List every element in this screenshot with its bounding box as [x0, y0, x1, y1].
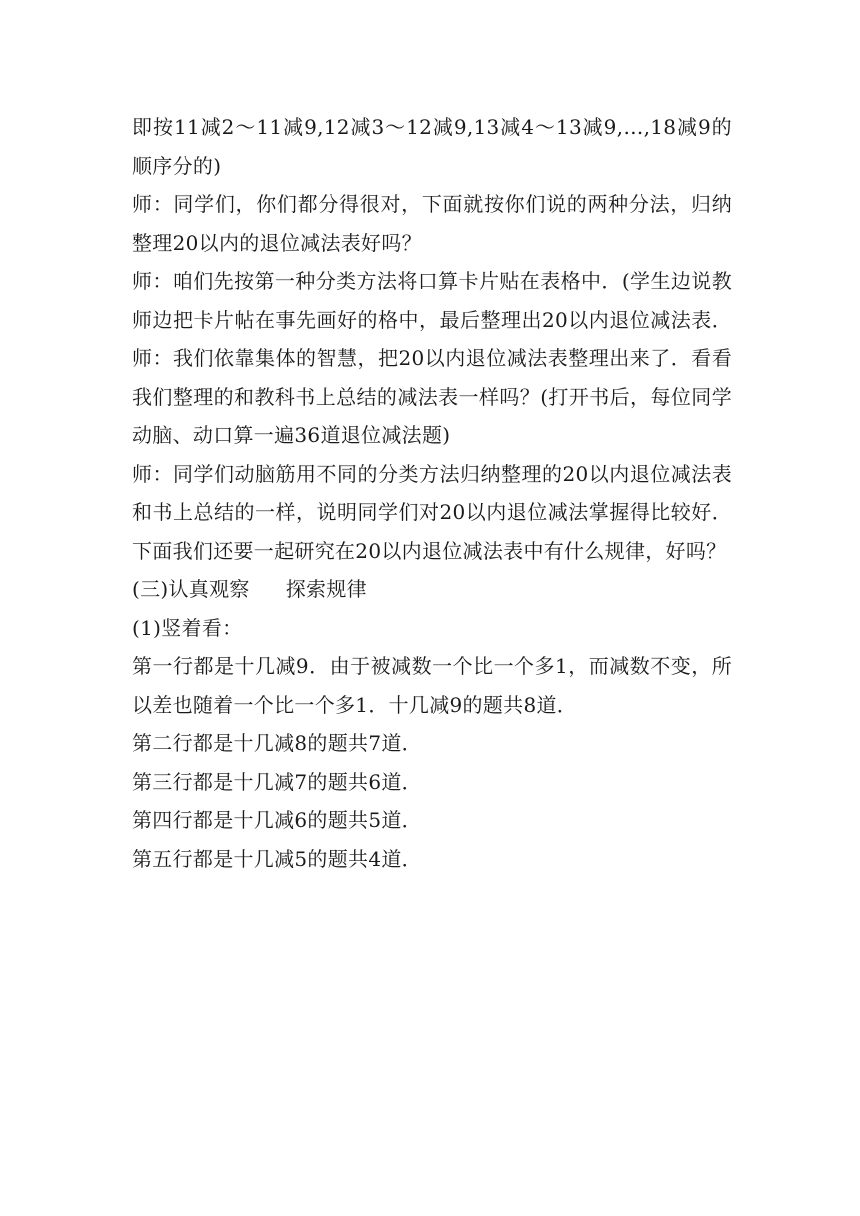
row-description-5: 第五行都是十几减5的题共4道．	[132, 846, 422, 871]
row-description-4: 第四行都是十几减6的题共5道．	[132, 808, 422, 832]
section-heading	[132, 570, 732, 609]
section-heading-part2: 探索规律	[285, 577, 367, 601]
paragraph-card-table: 师：咱们先按第一种分类方法将口算卡片贴在表格中．(学生边说教师边把卡片帖在事先画好的格中，最后整理出20以内退位减法表．师：我们依靠集体的智慧，把20以内退位减法表整理出来了．看看我们整理的和教科书上总结的减法表一样吗？(打开书后，每位同学动脑、动口算一遍36道退位减法题)	[132, 269, 732, 447]
paragraph-teacher-praise: 师：同学们，你们都分得很对，下面就按你们说的两种分法，归纳整理20以内的退位减法表好吗？	[132, 192, 732, 255]
row-description-1: 第一行都是十几减9．由于被减数一个比一个多1，而减数不变，所以差也随着一个比一个多1．十几减9的题共8道．	[132, 654, 732, 717]
paragraph-order-note: 即按11减2～11减9,12减3～12减9,13减4～13减9,…,18减9的顺序分的)	[132, 115, 732, 178]
section-heading-part1: (三)认真观察	[132, 577, 250, 601]
subheading-vertical: (1)竖着看：	[132, 615, 243, 640]
document-body	[132, 108, 732, 878]
row-description-2: 第二行都是十几减8的题共7道．	[132, 731, 422, 755]
row-description-3: 第三行都是十几减7的题共6道．	[132, 769, 422, 794]
paragraph-pattern-intro: 师：同学们动脑筋用不同的分类方法归纳整理的20以内退位减法表和书上总结的一样，说明同学们对20以内退位减法掌握得比较好．下面我们还要一起研究在20以内退位减法表中有什么规律，好吗？	[132, 461, 732, 563]
